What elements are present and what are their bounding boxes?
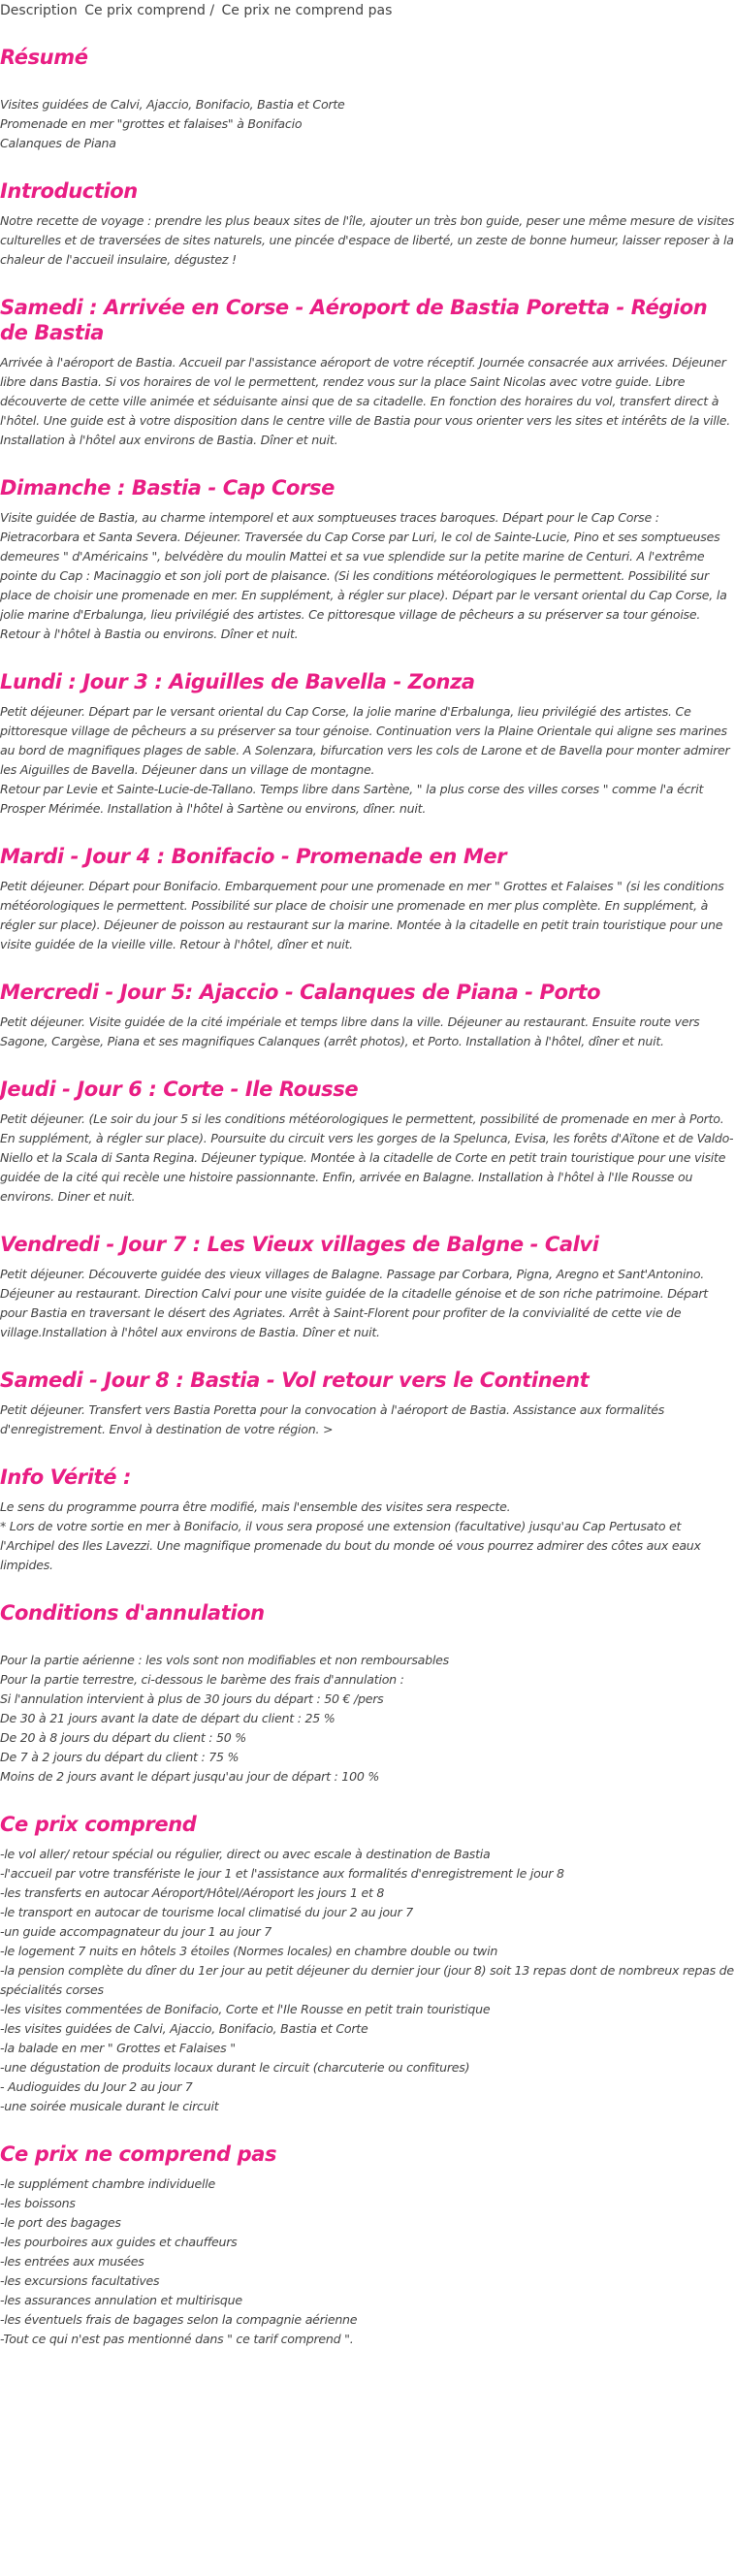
tab-description[interactable]: Description: [0, 3, 78, 18]
comprend-item: -la balade en mer " Grottes et Falaises ": [0, 2041, 236, 2055]
spacer: [0, 78, 735, 95]
annulation-line: Pour la partie terrestre, ci-dessous le barème des frais d'annulation :: [0, 1672, 404, 1687]
annulation-line: De 20 à 8 jours du départ du client : 50 %: [0, 1730, 247, 1745]
day-text: Petit déjeuner. Départ pour Bonifacio. Embarquement pour une promenade en mer " Grottes et Falaises " (si les conditions météorologiques le permettent. Possibilité sur place de choisir une promenade en mer plus complète. En supplément, à régler sur place). Déjeuner de poisson au restaurant sur la marine. Montée à la citadelle en petit train touristique pour une visite guidée de la vieille ville. Retour à l'hôtel, dîner et nuit.: [0, 879, 724, 951]
introduction-title: Introduction: [0, 179, 138, 203]
day-title: Mardi - Jour 4 : Bonifacio - Promenade en Mer: [0, 845, 507, 868]
annulation-line: Si l'annulation intervient à plus de 30 jours du départ : 50 € /pers: [0, 1691, 384, 1706]
ne-comprend-title: Ce prix ne comprend pas: [0, 2142, 277, 2166]
day-title: Lundi : Jour 3 : Aiguilles de Bavella - Zonza: [0, 670, 475, 693]
annulation-text: [0, 1651, 735, 1787]
ne-comprend-item: -les excursions facultatives: [0, 2273, 160, 2288]
day-line: Retour par Levie et Sainte-Lucie-de-Tallano. Temps libre dans Sartène, " la plus corse des villes corses " comme l'a écrit Prosper Mérimée. Installation à l'hôtel à Sartène ou environs, dîner. nuit.: [0, 782, 704, 816]
day-title: Samedi : Arrivée en Corse - Aéroport de Bastia Poretta - Région de Bastia: [0, 296, 708, 344]
annulation-line: Pour la partie aérienne : les vols sont non modifiables et non remboursables: [0, 1653, 449, 1667]
day-text: Petit déjeuner. (Le soir du jour 5 si les conditions météorologiques le permettent, possibilité de promenade en mer à Porto. En supplément, à régler sur place). Poursuite du circuit vers les gorges de la Spelunca, Evisa, les forêts d'Aïtone et de Valdo-Niello et la Scala di Santa Regina. Déjeuner typique. Montée à la citadelle de Corte en petit train touristique pour une visite guidée de la cité qui recèle une histoire passionnante. Enfin, arrivée en Balagne. Installation à l'hôtel à l'Ile Rousse ou environs. Diner et nuit.: [0, 1111, 734, 1204]
introduction-text: Notre recette de voyage : prendre les plus beaux sites de l'île, ajouter un très bon guide, peser une même mesure de visites culturelles et de traversées de sites naturels, une pincée d'espace de liberté, un zeste de bonne humeur, laisser reposer à la chaleur de l'accueil insulaire, dégustez !: [0, 213, 735, 267]
resume-line: Promenade en mer "grottes et falaises" à Bonifacio: [0, 116, 303, 131]
tab-ce-prix-ne-comprend-pas[interactable]: Ce prix ne comprend pas: [221, 3, 393, 18]
tab-ce-prix-comprend[interactable]: Ce prix comprend /: [84, 3, 215, 18]
info-line: * Lors de votre sortie en mer à Bonifacio, il vous sera proposé une extension (facultative) jusqu'au Cap Pertusato et l'Archipel des Iles Lavezzi. Une magnifique promenade du bout du monde oé vous pourrez admirer des côtes aux eaux limpides.: [0, 1519, 701, 1572]
ne-comprend-item: -les éventuels frais de bagages selon la compagnie aérienne: [0, 2312, 358, 2327]
ne-comprend-item: -les pourboires aux guides et chauffeurs: [0, 2235, 238, 2249]
ne-comprend-item: -le port des bagages: [0, 2215, 121, 2230]
resume-line: Calanques de Piana: [0, 136, 116, 150]
day-title: Dimanche : Bastia - Cap Corse: [0, 476, 335, 499]
info-title: Info Vérité :: [0, 1465, 131, 1489]
day-text: Visite guidée de Bastia, au charme intemporel et aux somptueuses traces baroques. Départ pour le Cap Corse : Pietracorbara et Santa Severa. Déjeuner. Traversée du Cap Corse par Luri, le col de Sainte-Lucie, Pino et ses somptueuses demeures " d'Américains ", belvédère du moulin Mattei et sa vue splendide sur la petite marine de Centuri. A l'extrême pointe du Cap : Macinaggio et son joli port de plaisance. (Si les conditions météorologiques le permettent. Possibilité sur place de choisir une promenade en mer. En supplément, à régler sur place). Départ par le versant oriental du Cap Corse, la jolie marine d'Erbalunga, lieu privilégié des artistes. Ce pittoresque village de pêcheurs a su préserver sa tour génoise. Retour à l'hôtel à Bastia ou environs. Dîner et nuit.: [0, 510, 727, 641]
comprend-item: -une soirée musicale durant le circuit: [0, 2099, 219, 2113]
comprend-item: -le logement 7 nuits en hôtels 3 étoiles (Normes locales) en chambre double ou twin: [0, 1944, 498, 1958]
ne-comprend-item: -les assurances annulation et multirisque: [0, 2293, 242, 2307]
day-text: Petit déjeuner. Visite guidée de la cité impériale et temps libre dans la ville. Déjeuner au restaurant. Ensuite route vers Sagone, Cargèse, Piana et ses magnifiques Calanques (arrêt photos), et Porto. Installation à l'hôtel, dîner et nuit.: [0, 1014, 700, 1048]
comprend-item: -les transferts en autocar Aéroport/Hôtel/Aéroport les jours 1 et 8: [0, 1885, 385, 1900]
info-text: [0, 1497, 735, 1575]
ne-comprend-item: -Tout ce qui n'est pas mentionné dans " ce tarif comprend ".: [0, 2332, 354, 2346]
day-title: Samedi - Jour 8 : Bastia - Vol retour vers le Continent: [0, 1368, 590, 1392]
ne-comprend-item: -les boissons: [0, 2196, 76, 2210]
ne-comprend-list: [0, 2174, 735, 2349]
day-title: Jeudi - Jour 6 : Corte - Ile Rousse: [0, 1078, 359, 1101]
comprend-item: -le vol aller/ retour spécial ou régulier, direct ou avec escale à destination de Bastia: [0, 1847, 491, 1861]
day-text: Arrivée à l'aéroport de Bastia. Accueil par l'assistance aéroport de votre réceptif. Journée consacrée aux arrivées. Déjeuner libre dans Bastia. Si vos horaires de vol le permettent, rendez vous sur la place Saint Nicolas avec votre guide. Libre découverte de cette ville animée et séduisante ainsi que de sa citadelle. En fonction des horaires du vol, transfert direct à l'hôtel. Une guide est à votre disposition dans le centre ville de Bastia pour vous orienter vers les sites et intérêts de la ville. Installation à l'hôtel aux environs de Bastia. Dîner et nuit.: [0, 355, 731, 447]
annulation-line: Moins de 2 jours avant le départ jusqu'au jour de départ : 100 %: [0, 1769, 380, 1784]
comprend-item: -les visites commentées de Bonifacio, Corte et l'Ile Rousse en petit train touristique: [0, 2002, 491, 2016]
comprend-item: -l'accueil par votre transfériste le jour 1 et l'assistance aux formalités d'enregistrement le jour 8: [0, 1866, 564, 1881]
comprend-title: Ce prix comprend: [0, 1813, 197, 1836]
comprend-list: [0, 1845, 735, 2116]
comprend-item: -les visites guidées de Calvi, Ajaccio, Bonifacio, Bastia et Corte: [0, 2021, 368, 2036]
comprend-item: - Audioguides du Jour 2 au jour 7: [0, 2079, 193, 2094]
annulation-line: De 30 à 21 jours avant la date de départ du client : 25 %: [0, 1711, 336, 1725]
day-title: Vendredi - Jour 7 : Les Vieux villages de Balgne - Calvi: [0, 1233, 599, 1256]
tabs: [0, 0, 735, 25]
comprend-item: -le transport en autocar de tourisme local climatisé du jour 2 au jour 7: [0, 1905, 413, 1919]
spacer: [0, 1633, 735, 1651]
day-line: Petit déjeuner. Départ par le versant oriental du Cap Corse, la jolie marine d'Erbalunga, lieu privilégié des artistes. Ce pittoresque village de pêcheurs a su préserver sa tour génoise. Continuation vers la Plaine Orientale qui aligne ses marines au bord de magnifiques plages de sable. A Solenzara, bifurcation vers les cols de Larone et de Bavella pour monter admirer les Aiguilles de Bavella. Déjeuner dans un village de montagne.: [0, 704, 730, 777]
day-text: Petit déjeuner. Découverte guidée des vieux villages de Balagne. Passage par Corbara, Pigna, Aregno et Sant'Antonino. Déjeuner au restaurant. Direction Calvi pour une visite guidée de la citadelle génoise et de son riche patrimoine. Départ pour Bastia en traversant le désert des Agriates. Arrêt à Saint-Florent pour profiter de la convivialité de cette vie de village.Installation à l'hôtel aux environs de Bastia. Dîner et nuit.: [0, 1267, 708, 1339]
comprend-item: -un guide accompagnateur du jour 1 au jour 7: [0, 1924, 272, 1939]
ne-comprend-item: -le supplément chambre individuelle: [0, 2176, 215, 2191]
resume-text: [0, 95, 735, 153]
day-text: [0, 702, 735, 819]
day-text: Petit déjeuner. Transfert vers Bastia Poretta pour la convocation à l'aéroport de Bastia. Assistance aux formalités d'enregistrement. Envol à destination de votre région. >: [0, 1402, 665, 1436]
annulation-line: De 7 à 2 jours du départ du client : 75 %: [0, 1750, 240, 1764]
info-line: Le sens du programme pourra être modifié, mais l'ensemble des visites sera respecte.: [0, 1499, 511, 1514]
day-title: Mercredi - Jour 5: Ajaccio - Calanques de Piana - Porto: [0, 981, 601, 1004]
annulation-title: Conditions d'annulation: [0, 1601, 265, 1625]
comprend-item: -une dégustation de produits locaux durant le circuit (charcuterie ou confitures): [0, 2060, 470, 2075]
resume-title: Résumé: [0, 46, 88, 69]
ne-comprend-item: -les entrées aux musées: [0, 2254, 144, 2269]
resume-line: Visites guidées de Calvi, Ajaccio, Bonifacio, Bastia et Corte: [0, 97, 345, 112]
comprend-item: -la pension complète du dîner du 1er jour au petit déjeuner du dernier jour (jour 8) soit 13 repas dont de nombreux repas de spécialités corses: [0, 1963, 734, 1997]
